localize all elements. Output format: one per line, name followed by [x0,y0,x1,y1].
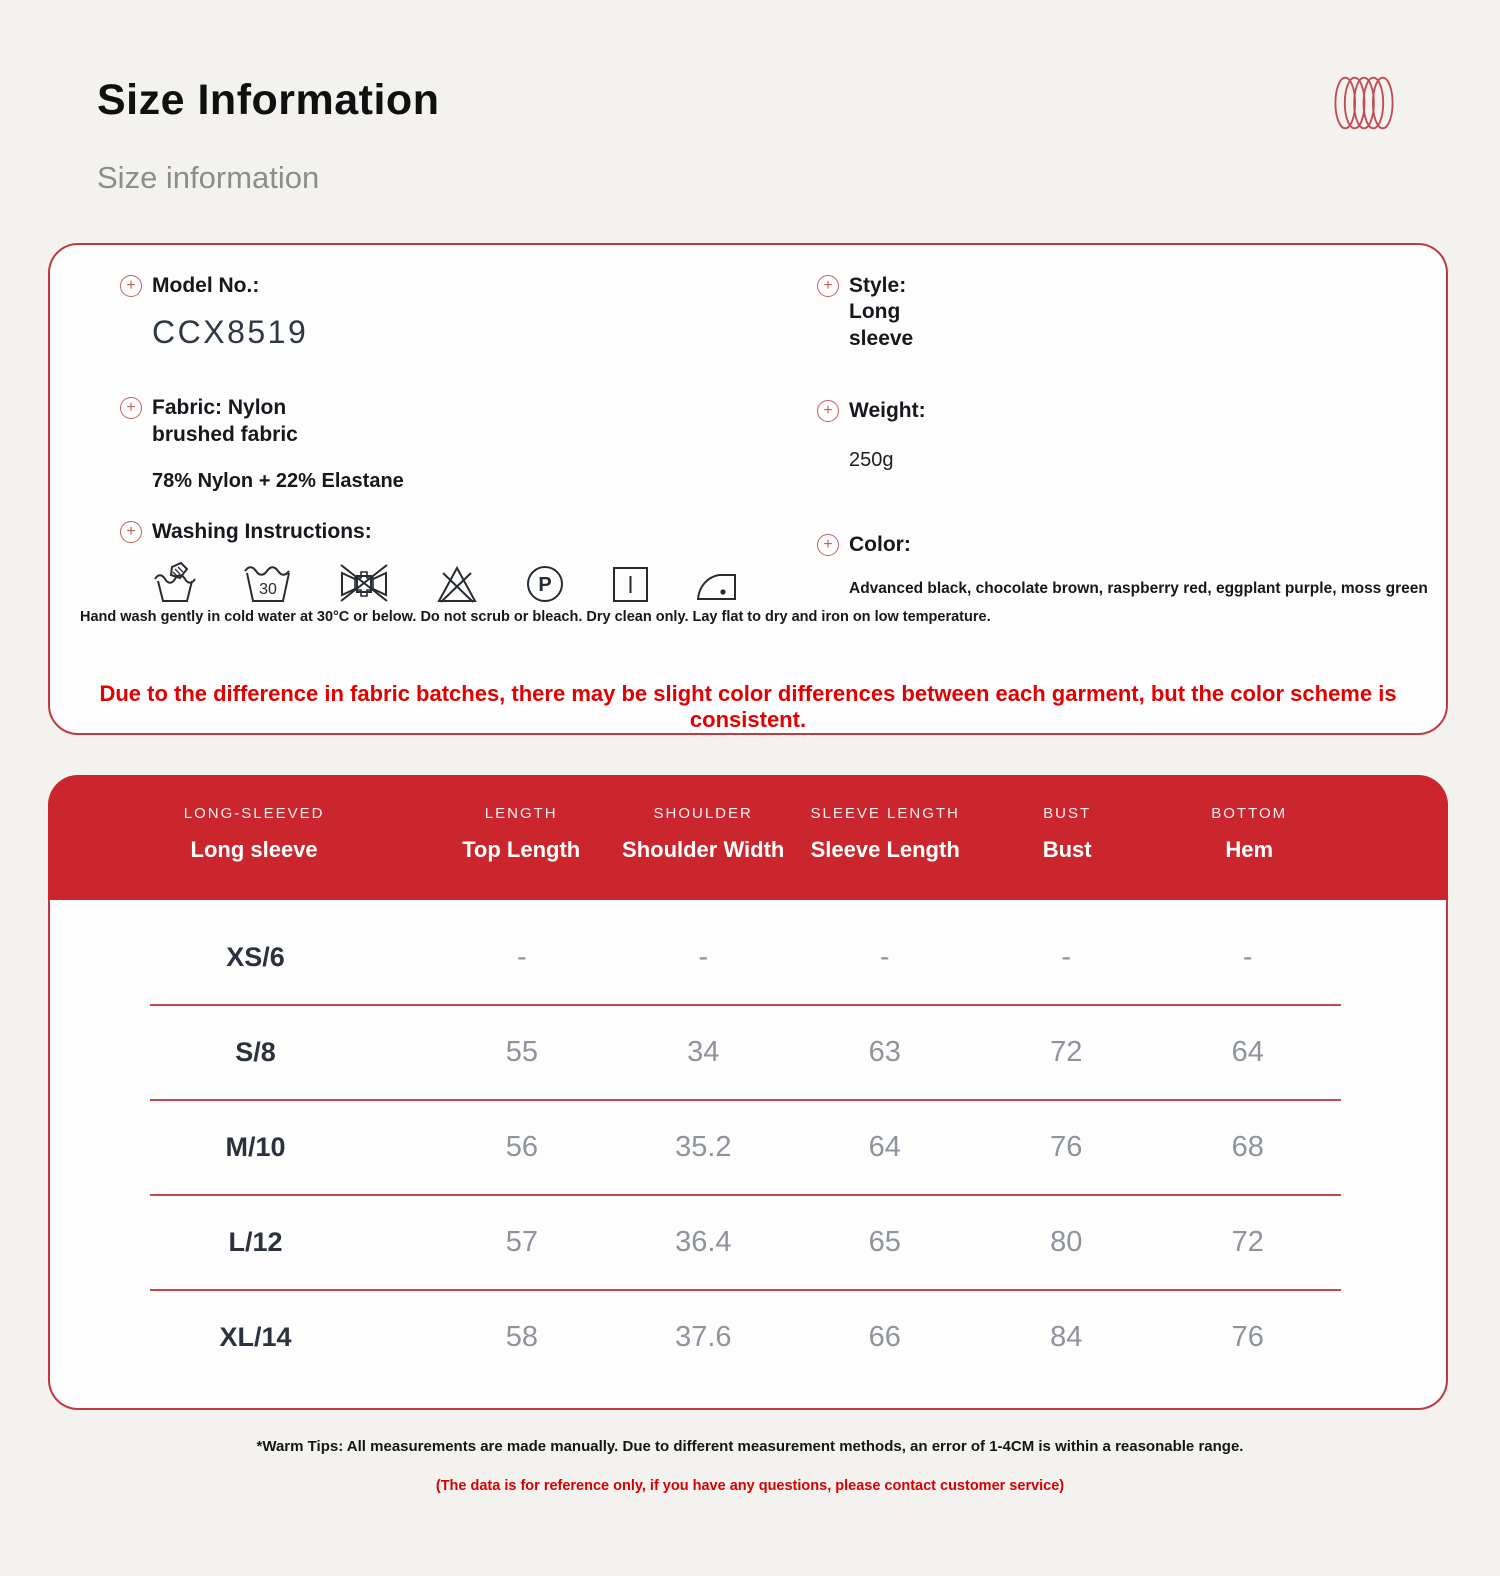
cell-value: 76 [1050,1131,1083,1163]
size-label: S/8 [235,1037,276,1067]
table-row-xl [50,1291,1446,1384]
style-label: Style: [849,274,907,297]
model-no-label: Model No.: [152,274,260,297]
cell-value: 37.6 [675,1321,732,1353]
fabric-composition: 78% Nylon + 22% Elastane [152,470,404,493]
cell-value: 80 [1050,1226,1083,1258]
header-cell-length [430,805,612,900]
color-field [817,532,1417,558]
size-table [48,775,1448,1410]
cell-value: 55 [505,1036,538,1068]
plus-circle-icon: + [120,275,142,297]
header-bottom-label: Sleeve Length [810,837,960,862]
size-table-body [48,900,1448,1410]
header-bottom-label: Bust [1042,837,1092,862]
dry-clean-letter: P [538,573,552,596]
cell-value: 76 [1231,1321,1264,1353]
cell-value: 64 [1231,1036,1264,1068]
cell-value: - [1061,941,1072,973]
fabric-batch-disclaimer: Due to the difference in fabric batches, there may be slight color differences between each garment, but the color scheme is consistent. [99,681,1397,732]
header-cell-long-sleeved [48,805,430,900]
header-top-label: BUST [1043,805,1092,822]
page-subtitle: Size information [97,160,320,195]
color-value: Advanced black, chocolate brown, raspberry red, eggplant purple, moss green [849,580,1428,598]
header-top-label: SLEEVE LENGTH [810,805,960,822]
cell-value: 34 [687,1036,720,1068]
cell-value: - [698,941,709,973]
cell-value: 66 [868,1321,901,1353]
header-cell-sleeve-length [794,805,976,900]
warm-tips-note: *Warm Tips: All measurements are made manually. Due to different measurement methods, an error of 1-4CM is within a reasonable range. [256,1438,1244,1455]
header-top-label: SHOULDER [653,805,753,822]
do-not-bleach-icon [434,560,480,604]
plus-circle-icon: + [120,521,142,543]
iron-low-icon [694,560,740,604]
header-cell-bust [976,805,1158,900]
page-title: Size Information [97,76,440,124]
cell-value: - [516,941,527,973]
header-cell-bottom-hem [1158,805,1340,900]
table-row-m [50,1101,1446,1194]
header-top-label: LONG-SLEEVED [183,805,325,822]
cell-value: 65 [868,1226,901,1258]
header-bottom-label: Long sleeve [190,837,318,862]
size-label: XL/14 [219,1322,292,1352]
plus-circle-icon: + [120,397,142,419]
cell-value: - [879,941,890,973]
header-top-label: BOTTOM [1211,805,1288,822]
size-label: L/12 [228,1227,283,1257]
header-bottom-label: Shoulder Width [622,837,785,862]
cell-value: 57 [505,1226,538,1258]
dry-clean-p-icon [524,560,566,604]
fabric-field [120,395,760,448]
header-bottom-label: Top Length [462,837,581,862]
fabric-label: Fabric: Nylon brushed fabric [152,396,298,446]
table-row-s [50,1006,1446,1099]
cell-value: 63 [868,1036,901,1068]
style-field [817,273,1417,352]
cell-value: 35.2 [675,1131,732,1163]
plus-circle-icon: + [817,534,839,556]
header-bottom-label: Hem [1225,837,1274,862]
weight-label: Weight: [849,399,926,423]
product-info-card [48,243,1448,735]
plus-circle-icon: + [817,400,839,422]
table-row-l [50,1196,1446,1289]
cell-value: 72 [1050,1036,1083,1068]
header-top-label: LENGTH [484,805,558,822]
color-label: Color: [849,532,911,556]
reference-note: (The data is for reference only, if you have any questions, please contact customer service) [435,1478,1065,1494]
brand-coil-logo-icon [1334,72,1394,134]
cell-value: 58 [505,1321,538,1353]
drip-dry-icon [610,560,650,604]
hand-wash-icon [152,560,198,604]
cell-value: 72 [1231,1226,1264,1258]
cell-value: 56 [505,1131,538,1163]
plus-circle-icon: + [817,275,839,297]
model-no-field [120,273,760,299]
weight-field [817,398,1417,424]
style-value: Long sleeve [849,300,914,350]
size-table-header [48,775,1448,900]
info-card-right-column [817,273,1428,598]
cell-value: 64 [868,1131,901,1163]
size-label: M/10 [225,1132,286,1162]
cell-value: 84 [1050,1321,1083,1353]
washing-instructions-label: Washing Instructions: [152,520,372,544]
washing-instructions-field [120,519,760,545]
size-label: XS/6 [226,942,285,972]
table-row-xs [50,911,1446,1004]
weight-value: 250g [849,448,894,471]
header-cell-shoulder [612,805,794,900]
washing-caption: Hand wash gently in cold water at 30°C or below. Do not scrub or bleach. Dry clean only. Lay flat to dry and iron on low temperature. [80,609,991,625]
wash-30-icon [242,560,294,604]
washing-icons-row [152,560,760,604]
info-card-left-column [120,273,760,604]
cell-value: 68 [1231,1131,1264,1163]
wash-temp-text: 30 [259,580,277,598]
do-not-wring-icon [338,560,390,604]
cell-value: 36.4 [675,1226,732,1258]
model-number-value: CCX8519 [152,314,309,351]
cell-value: - [1242,941,1253,973]
